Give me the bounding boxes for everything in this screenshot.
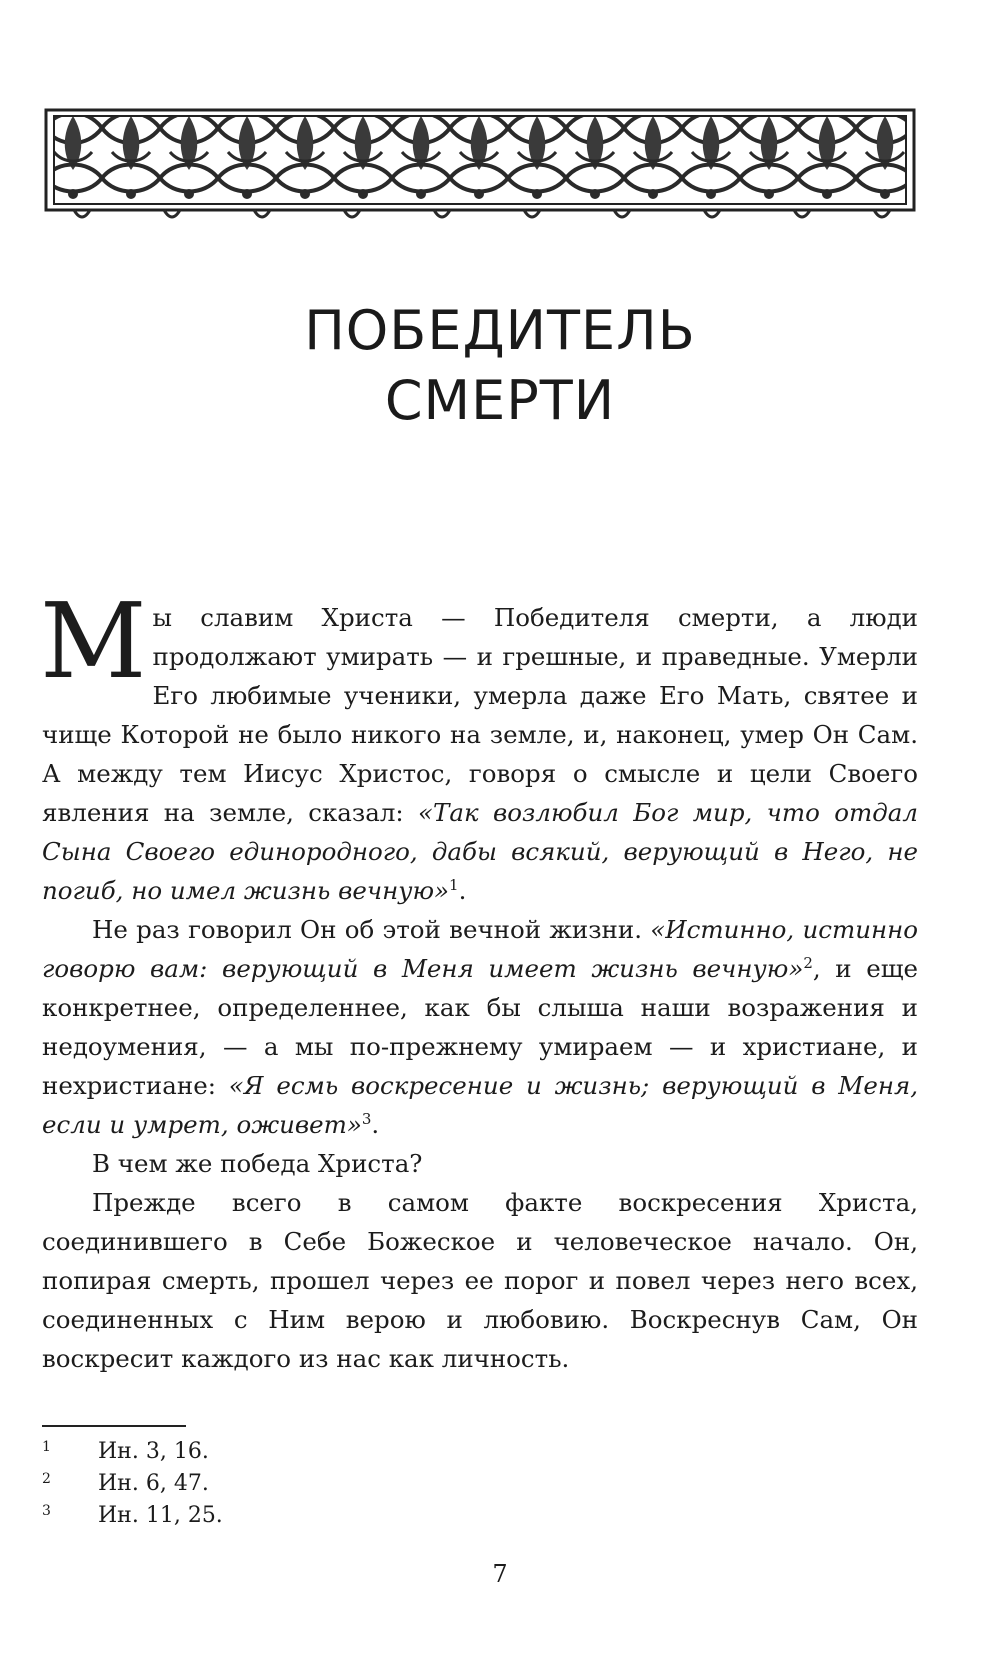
paragraph-2-text-1: Не раз говорил Он об этой вечной жизни.	[92, 915, 651, 944]
paragraph-3: В чем же победа Христа?	[92, 1149, 423, 1178]
footnotes	[42, 1436, 642, 1532]
footnote-number: 1	[42, 1439, 51, 1455]
paragraph-2	[42, 910, 918, 1144]
celtic-knot-ornament-banner-icon	[44, 108, 916, 226]
paragraph-2-text-2: , и еще конкретнее, определеннее, как бы слыша наши возражения и недоумения, — а мы по-прежнему умираем — и христиане, и нехристиане:	[42, 954, 918, 1100]
paragraph-1-end: .	[458, 876, 467, 905]
footnote-2	[42, 1468, 642, 1500]
footnote-3	[42, 1500, 642, 1532]
footnote-1	[42, 1436, 642, 1468]
paragraph-1-text: ы славим Христа — Победителя смерти, а люди продолжают умирать — и грешные, и праведные. Умерли Его любимые ученики, умерла даже Его Мать, святее и чище Которой не было никого на земле, и, наконец, умер Он Сам. А между тем Иисус Христос, говоря о смысле и цели Своего явления на земле, сказал:	[42, 603, 918, 827]
footnote-text: Ин. 6, 47.	[98, 1471, 209, 1496]
chapter-body	[40, 580, 918, 1378]
paragraph-2-end: .	[371, 1110, 380, 1139]
chapter-title-line-1: ПОБЕДИТЕЛЬ	[304, 299, 696, 362]
page-number: 7	[492, 1560, 508, 1588]
quote-john-11-25: «Я есмь воскресение и жизнь; верующий в Меня, если и умрет, оживет»	[42, 1071, 918, 1139]
footnote-number: 3	[42, 1503, 51, 1519]
footnote-ref-1: 1	[449, 875, 459, 894]
footnote-number: 2	[42, 1471, 51, 1487]
chapter-title-line-2: СМЕРТИ	[384, 369, 616, 432]
footnote-text: Ин. 3, 16.	[98, 1439, 209, 1464]
quote-john-3-16: «Так возлюбил Бог мир, что отдал Сына Своего единородного, дабы всякий, верующий в Него, не погиб, но имел жизнь вечную»	[42, 798, 918, 905]
footnote-divider	[42, 1425, 186, 1427]
drop-cap: М	[40, 580, 147, 702]
footnote-ref-3: 3	[361, 1109, 372, 1128]
paragraph-1	[40, 580, 918, 910]
paragraph-4: Прежде всего в самом факте воскресения Христа, соединившего в Себе Божеское и человеческое начало. Он, попирая смерть, прошел через ее порог и повел через него всех, соединенных с Ним верою и любовию. Воскреснув Сам, Он воскресит каждого из нас как личность.	[42, 1188, 918, 1373]
quote-john-6-47: «Истинно, истинно говорю вам: верующий в Меня имеет жизнь вечную»	[42, 915, 918, 983]
footnote-text: Ин. 11, 25.	[98, 1503, 223, 1528]
chapter-title	[0, 296, 1000, 436]
footnote-ref-2: 2	[803, 953, 813, 972]
